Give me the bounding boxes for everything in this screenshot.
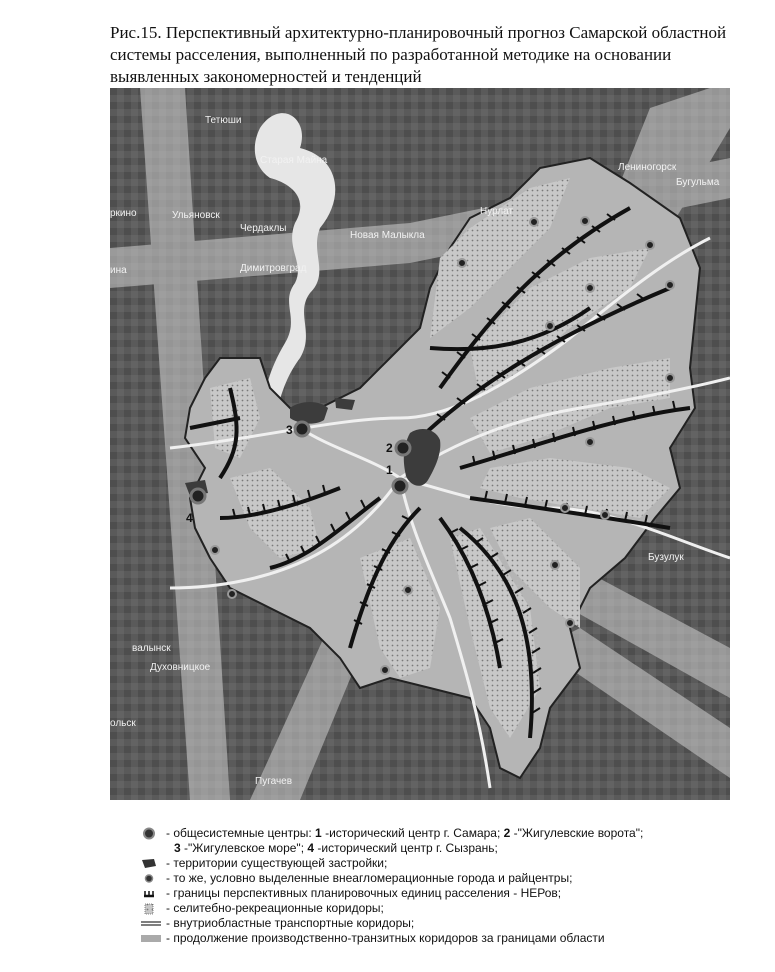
label-nurlat: Нурлат [480, 206, 514, 217]
legend-item-built: - территории существующей застройки; [138, 856, 758, 871]
legend-item-towns: - то же, условно выделенные внеагломерационные города и райцентры; [138, 871, 758, 886]
small-center-icon [140, 872, 162, 885]
label-buzuluk: Бузулук [648, 552, 684, 563]
double-line-icon [140, 917, 162, 930]
label-pugachev: Пугачев [255, 776, 293, 787]
legend-item-centers: - общесистемные центры: 1 -исторический центр г. Самара; 2 -"Жигулевские ворота"; [138, 826, 758, 841]
label-dimitrovgrad: Димитровград [240, 263, 307, 274]
label-dukhovnitskoe: Духовницкое [150, 662, 211, 673]
map-legend [138, 826, 758, 946]
label-cherdakly: Чердаклы [240, 223, 287, 234]
built-area-icon [140, 857, 162, 870]
center-number-2: 2 [386, 441, 393, 455]
hatched-border-icon [140, 887, 162, 900]
label-kino: ркино [110, 208, 137, 219]
label-leninogorsk: Лениногорск [618, 162, 677, 173]
label-nova-malykla: Новая Малыкла [350, 230, 425, 241]
label-khvalynsk: валынск [132, 643, 171, 654]
label-ulyanovsk: Ульяновск [172, 210, 220, 221]
label-bugulma: Бугульма [676, 177, 720, 188]
regional-map [110, 88, 730, 800]
map-svg [110, 88, 730, 800]
big-center-icon [140, 827, 162, 840]
legend-item-transport: - внутриобластные транспортные коридоры; [138, 916, 758, 931]
center-number-1: 1 [386, 463, 393, 477]
legend-item-borders: - границы перспективных планировочных единиц расселения - НЕРов; [138, 886, 758, 901]
label-volsk: ольск [110, 718, 136, 729]
label-staraya-maina: Старая Майна [260, 155, 328, 166]
grey-band-icon [140, 932, 162, 945]
legend-item-selitebno: - селитебно-рекреационные коридоры; [138, 901, 758, 916]
center-number-3: 3 [286, 423, 293, 437]
center-number-4: 4 [186, 511, 193, 525]
legend-item-centers-continued: 3 -"Жигулевское море"; 4 -исторический центр г. Сызрань; [174, 841, 498, 855]
label-tetyushi: Тетюши [205, 115, 242, 126]
legend-item-production: - продолжение производственно-транзитных коридоров за границами области [138, 931, 758, 946]
figure-caption: Рис.15. Перспективный архитектурно-планировочный прогноз Самарской областной системы расселения, выполненный по разработанной методике на основании выявленных закономерностей и тенденций [110, 23, 727, 86]
dotted-corridor-icon [140, 902, 162, 915]
label-ina: ина [110, 265, 127, 276]
